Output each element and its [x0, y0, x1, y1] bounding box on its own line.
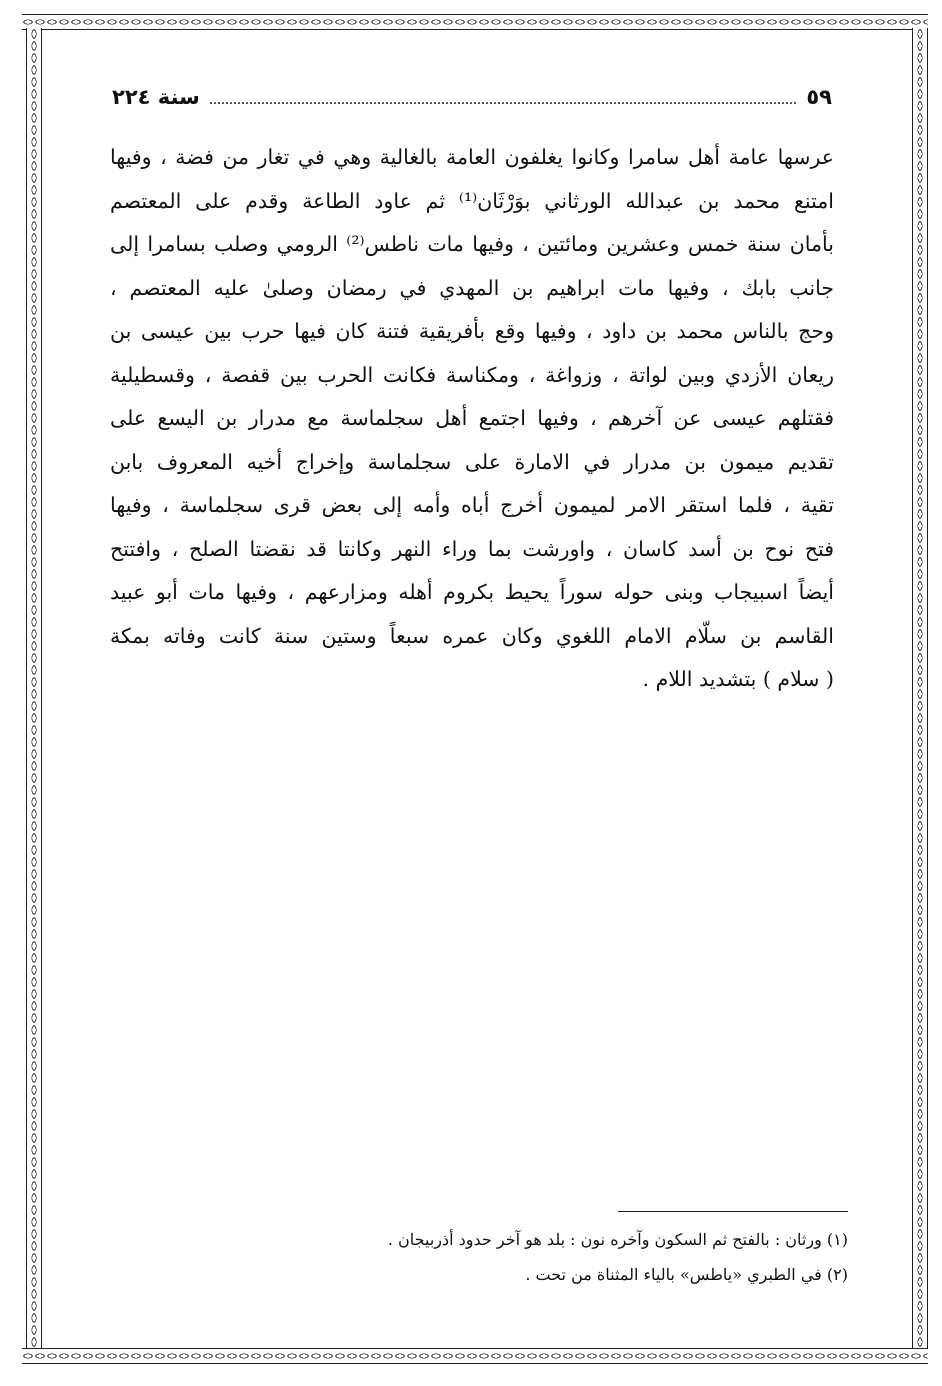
page-header: [112, 82, 832, 112]
decorative-border-top: [22, 14, 928, 30]
body-line: ( سلام ) بتشديد اللام .: [642, 667, 834, 691]
decorative-border-bottom: [22, 1348, 928, 1364]
body-line: فتح نوح بن أسد كاسان ، واورشت بما وراء النهر وكانتا قد نقضتا الصلح ، وافتتح: [110, 536, 834, 561]
decorative-border-left: [26, 28, 42, 1348]
header-dotted-leader: [210, 90, 797, 104]
body-line: ريعان الأزدي وبين لواتة ، وزواغة ، ومكناسة فكانت الحرب بين قفصة ، وقسطيلية: [110, 362, 834, 387]
body-line: القاسم بن سلّام الامام اللغوي وكان عمره سبعاً وستين سنة كانت وفاته بمكة: [110, 623, 834, 648]
footnotes: [300, 1222, 848, 1292]
body-line: فقتلهم عيسى عن آخرهم ، وفيها اجتمع أهل سجلماسة مع مدرار بن اليسع على: [110, 406, 834, 430]
decorative-border-right: [912, 28, 928, 1348]
body-line: وحج بالناس محمد بن داود ، وفيها وقع بأفريقية فتنة كان فيها حرب بين عيسى بن: [110, 319, 834, 343]
footnote-2: (٢) في الطبري «ياطس» بالياء المثناة من تحت .: [525, 1265, 848, 1284]
body-line: جانب بابك ، وفيها مات ابراهيم بن المهدي في رمضان وصلىٰ عليه المعتصم ،: [110, 275, 834, 300]
body-text: [110, 136, 834, 702]
body-line: بأمان سنة خمس وعشرين ومائتين ، وفيها مات ناطس⁽²⁾ الرومي وصلب بسامرا إلى: [110, 232, 834, 256]
footnote-1: (١) ورثان : بالفتح ثم السكون وآخره نون : بلد هو آخر حدود أذربيجان .: [387, 1230, 848, 1249]
body-line: أيضاً اسبيجاب وبنى حوله سوراً يحيط بكروم أهله ومزارعهم ، وفيها مات أبو عبيد: [110, 580, 834, 604]
body-line: امتنع محمد بن عبدالله الورثاني بوَرْثَان⁽¹⁾ ثم عاود الطاعة وقدم على المعتصم: [110, 188, 834, 213]
running-head: سنة ٢٢٤: [112, 85, 200, 109]
body-line: تقديم ميمون بن مدرار في الامارة على سجلماسة وإخراج أخيه المعروف بابن: [110, 449, 834, 474]
page-number: ٥٩: [806, 85, 832, 109]
footnote-separator: [618, 1211, 848, 1212]
body-line: عرسها عامة أهل سامرا وكانوا يغلفون العامة بالغالية وهي في تغار من فضة ، وفيها: [110, 145, 834, 169]
body-line: تقية ، فلما استقر الامر لميمون أخرج أباه وأمه إلى بعض قرى سجلماسة ، وفيها: [110, 493, 834, 517]
